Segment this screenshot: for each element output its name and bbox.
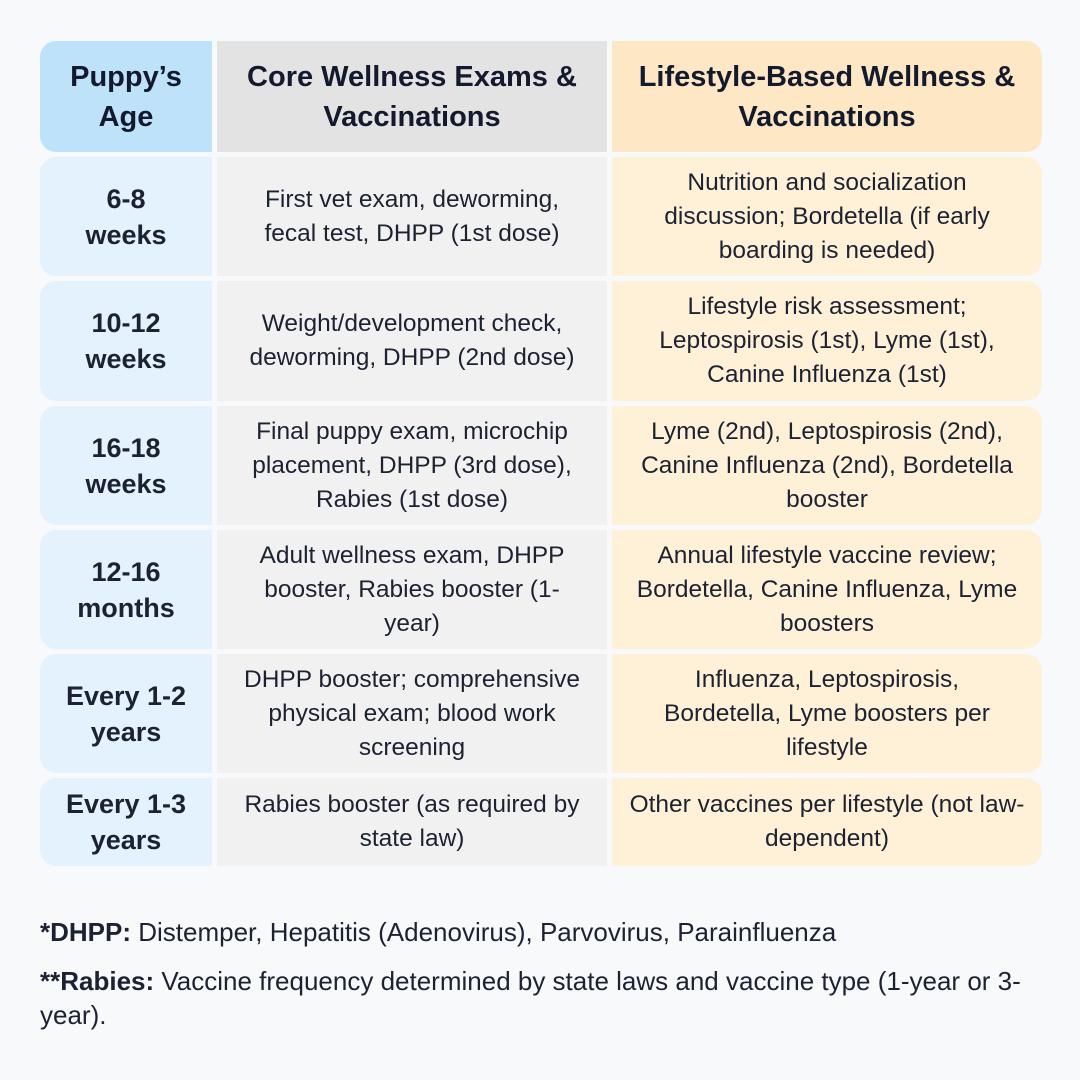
core-cell: First vet exam, deworming, fecal test, DHPP (1st dose) [217, 157, 607, 276]
core-cell: Final puppy exam, microchip placement, DHPP (3rd dose), Rabies (1st dose) [217, 406, 607, 525]
lifestyle-cell: Influenza, Leptospirosis, Bordetella, Lyme boosters per lifestyle [612, 654, 1042, 773]
lifestyle-cell: Other vaccines per lifestyle (not law-dependent) [612, 778, 1042, 866]
footnote-label: *DHPP: [40, 917, 132, 947]
footnote-rabies [40, 964, 1040, 1032]
header-core: Core Wellness Exams & Vaccinations [217, 41, 607, 152]
lifestyle-cell: Annual lifestyle vaccine review; Bordetella, Canine Influenza, Lyme boosters [612, 530, 1042, 649]
age-cell: 6-8 weeks [40, 157, 212, 276]
core-cell: Rabies booster (as required by state law) [217, 778, 607, 866]
core-cell: DHPP booster; comprehensive physical exam; blood work screening [217, 654, 607, 773]
age-cell: 12-16 months [40, 530, 212, 649]
vaccination-schedule-table [40, 41, 1042, 866]
footnote-label: **Rabies: [40, 966, 155, 996]
age-cell: Every 1-2 years [40, 654, 212, 773]
header-age: Puppy’s Age [40, 41, 212, 152]
lifestyle-cell: Lifestyle risk assessment; Leptospirosis (1st), Lyme (1st), Canine Influenza (1st) [612, 281, 1042, 401]
core-cell: Adult wellness exam, DHPP booster, Rabies booster (1-year) [217, 530, 607, 649]
lifestyle-cell: Nutrition and socialization discussion; Bordetella (if early boarding is needed) [612, 157, 1042, 276]
core-cell: Weight/development check, deworming, DHPP (2nd dose) [217, 281, 607, 401]
age-cell: 10-12 weeks [40, 281, 212, 401]
footnote-text: Vaccine frequency determined by state laws and vaccine type (1-year or 3-year). [40, 966, 1021, 1030]
header-lifestyle: Lifestyle-Based Wellness & Vaccinations [612, 41, 1042, 152]
footnote-dhpp [40, 915, 1040, 949]
footnotes [40, 915, 1040, 1047]
age-cell: 16-18 weeks [40, 406, 212, 525]
lifestyle-cell: Lyme (2nd), Leptospirosis (2nd), Canine Influenza (2nd), Bordetella booster [612, 406, 1042, 525]
footnote-text: Distemper, Hepatitis (Adenovirus), Parvovirus, Parainfluenza [131, 917, 837, 947]
age-cell: Every 1-3 years [40, 778, 212, 866]
